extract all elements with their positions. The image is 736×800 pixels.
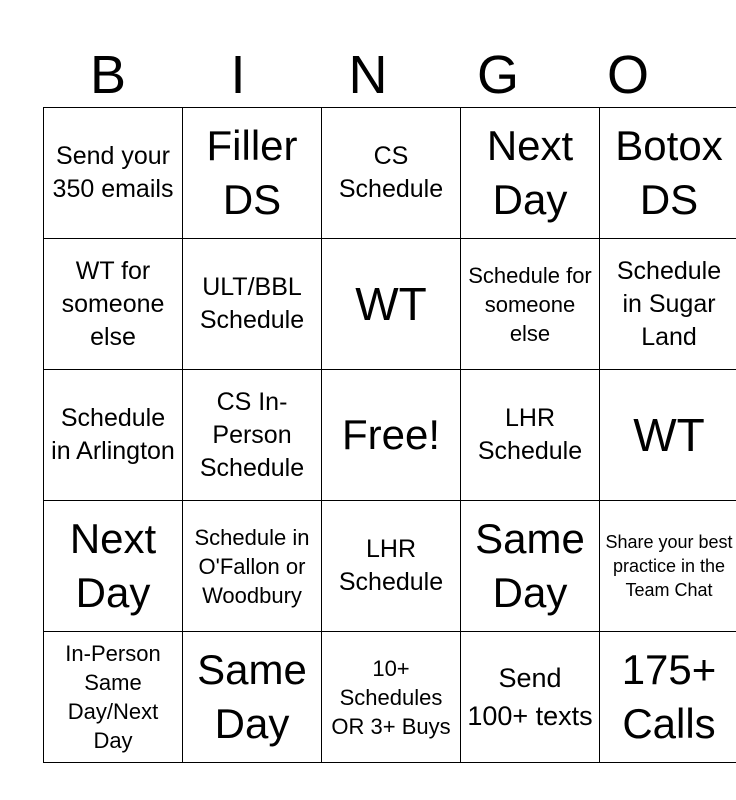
bingo-cell-r3-c4[interactable] <box>461 370 600 501</box>
cell-label: Same Day <box>197 646 307 747</box>
bingo-cell-r5-c2[interactable] <box>183 632 322 763</box>
cell-label: LHR Schedule <box>338 535 444 596</box>
bingo-cell-r1-c4[interactable] <box>461 108 600 239</box>
bingo-cell-r2-c2[interactable] <box>183 239 322 370</box>
cell-label: In-Person Same Day/Next Day <box>65 641 161 753</box>
cell-label: WT for someone else <box>61 256 165 351</box>
cell-label: Next Day <box>69 515 157 616</box>
header-letter-b: B <box>89 45 127 105</box>
bingo-cell-r1-c1[interactable] <box>44 108 183 239</box>
cell-label: Next Day <box>486 122 574 223</box>
bingo-cell-r5-c5[interactable] <box>600 632 736 763</box>
bingo-cell-r5-c3[interactable] <box>322 632 461 763</box>
bingo-cell-r4-c1[interactable] <box>44 501 183 632</box>
cell-label: Schedule in Arlington <box>51 404 175 465</box>
bingo-row-4 <box>44 501 736 632</box>
bingo-cell-r4-c2[interactable] <box>183 501 322 632</box>
cell-label: CS Schedule <box>338 142 444 203</box>
header-letter-i: I <box>230 45 246 105</box>
cell-label: Schedule for someone else <box>468 262 592 346</box>
cell-label: Send your 350 emails <box>52 142 174 203</box>
bingo-cell-r3-c2[interactable] <box>183 370 322 501</box>
cell-label: 175+ Calls <box>621 646 717 747</box>
bingo-cell-r5-c4[interactable] <box>461 632 600 763</box>
bingo-card-grid <box>43 107 736 763</box>
bingo-row-1 <box>44 108 736 239</box>
bingo-header <box>43 45 693 105</box>
header-letter-g: G <box>476 45 519 105</box>
bingo-cell-r2-c3[interactable] <box>322 239 461 370</box>
bingo-cell-r5-c1[interactable] <box>44 632 183 763</box>
bingo-cell-r3-c1[interactable] <box>44 370 183 501</box>
cell-label: Filler DS <box>206 122 298 223</box>
bingo-cell-r2-c5[interactable] <box>600 239 736 370</box>
cell-label: Botox DS <box>615 122 723 223</box>
cell-label: WT <box>355 278 427 330</box>
bingo-row-2 <box>44 239 736 370</box>
bingo-cell-r4-c4[interactable] <box>461 501 600 632</box>
cell-label: Same Day <box>475 515 585 616</box>
bingo-cell-r3-c3[interactable] <box>322 370 461 501</box>
cell-label: CS In-Person Schedule <box>199 387 305 482</box>
cell-label: WT <box>633 409 705 461</box>
cell-label: Free! <box>341 411 441 458</box>
cell-label: Share your best practice in the Team Chat <box>605 532 733 600</box>
bingo-row-5 <box>44 632 736 763</box>
bingo-row-3 <box>44 370 736 501</box>
cell-label: Send 100+ texts <box>467 663 593 731</box>
bingo-cell-r1-c2[interactable] <box>183 108 322 239</box>
bingo-cell-r1-c3[interactable] <box>322 108 461 239</box>
header-letter-o: O <box>606 45 649 105</box>
cell-label: Schedule in Sugar Land <box>616 256 722 351</box>
bingo-cell-r4-c5[interactable] <box>600 501 736 632</box>
bingo-cell-r2-c1[interactable] <box>44 239 183 370</box>
cell-label: LHR Schedule <box>477 404 583 465</box>
bingo-cell-r2-c4[interactable] <box>461 239 600 370</box>
cell-label: Schedule in O'Fallon or Woodbury <box>194 524 310 608</box>
bingo-cell-r4-c3[interactable] <box>322 501 461 632</box>
cell-label: 10+ Schedules OR 3+ Buys <box>331 655 451 739</box>
cell-label: ULT/BBL Schedule <box>199 273 305 334</box>
bingo-cell-r1-c5[interactable] <box>600 108 736 239</box>
header-letter-n: N <box>348 45 388 105</box>
bingo-cell-r3-c5[interactable] <box>600 370 736 501</box>
